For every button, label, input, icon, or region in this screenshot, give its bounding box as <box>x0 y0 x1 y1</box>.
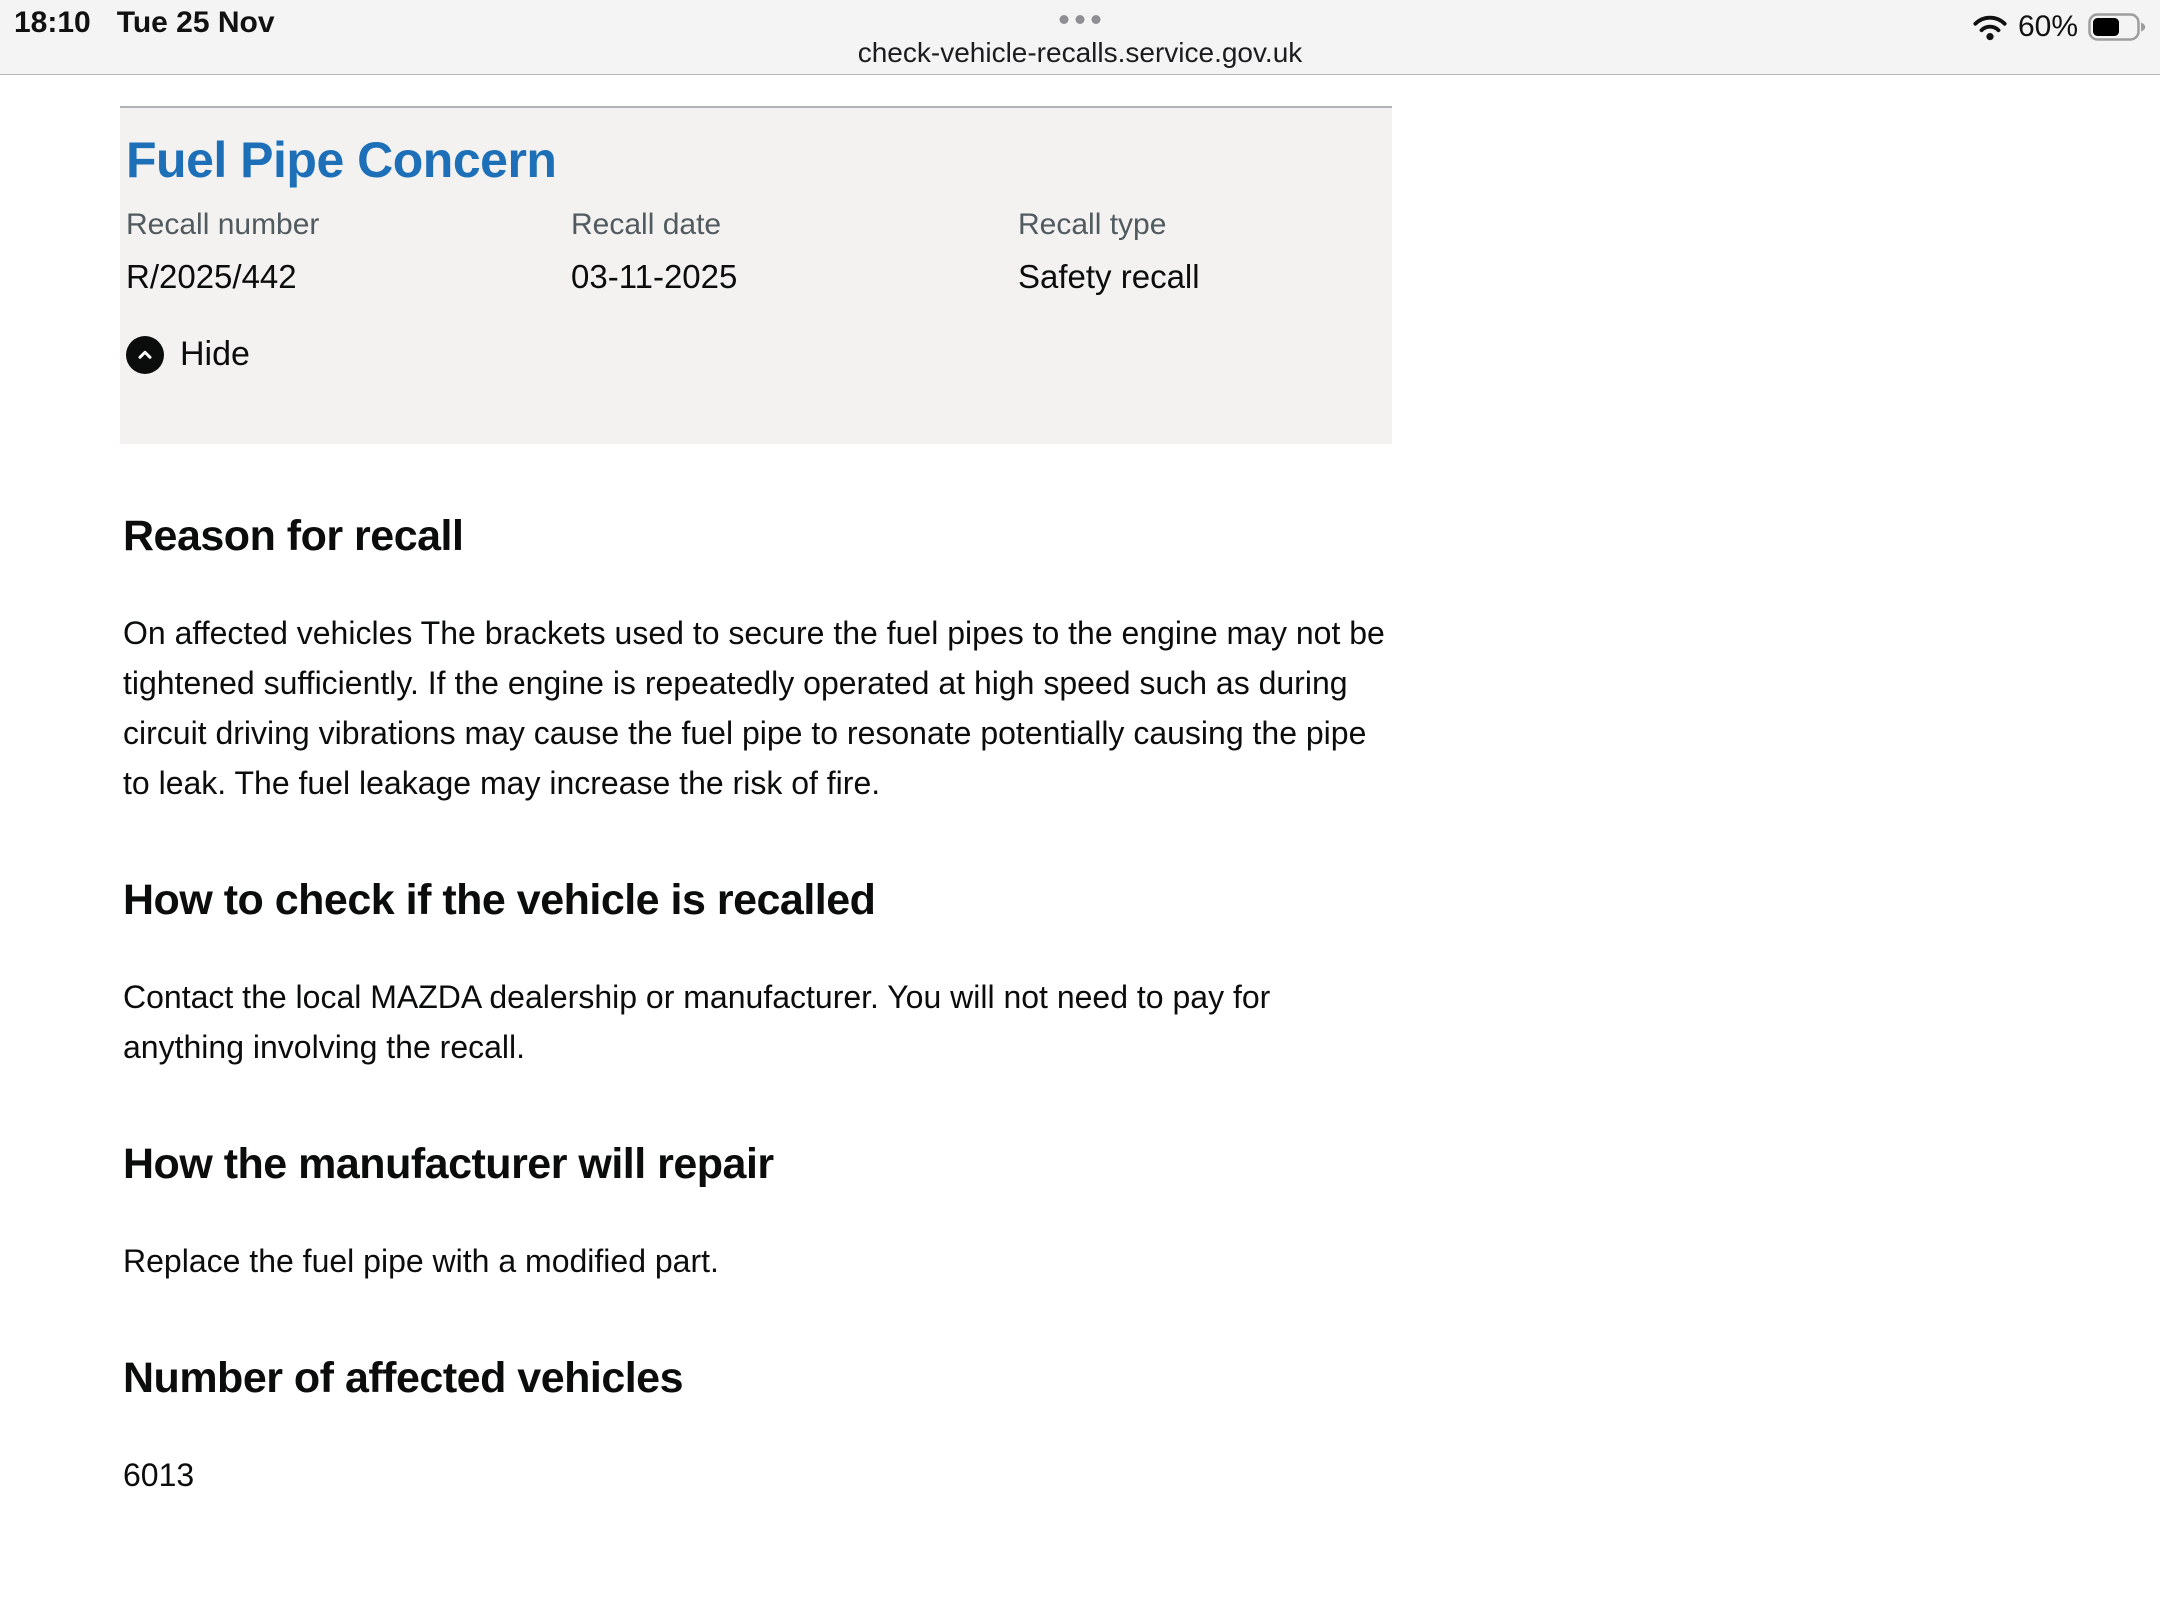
recall-date-label: Recall date <box>571 208 722 241</box>
battery-percent: 60% <box>2017 10 2078 43</box>
clock: 18:10 <box>14 6 91 39</box>
recall-number-value: R/2025/442 <box>126 258 297 295</box>
recall-type-label: Recall type <box>1018 208 1167 241</box>
recall-type-field <box>1018 207 1200 297</box>
status-right <box>1972 10 2146 44</box>
section-affected-vehicles <box>120 1352 1392 1500</box>
section-how-repair <box>120 1138 1392 1286</box>
hide-button-label: Hide <box>180 335 250 373</box>
hide-button[interactable] <box>126 335 250 374</box>
section-heading: Reason for recall <box>123 512 464 560</box>
page-content <box>120 75 1392 1500</box>
section-body: Replace the fuel pipe with a modified part. <box>123 1243 719 1279</box>
battery-icon <box>2088 13 2146 41</box>
recall-fields <box>126 207 1392 297</box>
section-heading: Number of affected vehicles <box>123 1354 684 1402</box>
recall-date-value: 03-11-2025 <box>571 258 738 295</box>
wifi-icon <box>1972 14 2008 41</box>
address-bar[interactable]: check-vehicle-recalls.service.gov.uk <box>857 37 1303 68</box>
section-reason-for-recall <box>120 510 1392 808</box>
chevron-up-icon <box>126 336 164 374</box>
recall-number-label: Recall number <box>126 208 320 241</box>
recall-date-field <box>571 207 1018 297</box>
section-body: Contact the local MAZDA dealership or manufacturer. You will not need to pay for anything involving the recall. <box>123 979 1271 1065</box>
section-body: On affected vehicles The brackets used to secure the fuel pipes to the engine may not be tightened sufficiently. If the engine is repeatedly operated at high speed such as during circuit driving vibrations may cause the fuel pipe to resonate potentially causing the pipe to leak. The fuel leakage may increase the risk of fire. <box>123 615 1385 801</box>
ellipsis-icon[interactable] <box>1058 13 1103 26</box>
section-how-to-check <box>120 874 1392 1072</box>
date: Tue 25 Nov <box>116 6 275 39</box>
section-heading: How the manufacturer will repair <box>123 1140 774 1188</box>
section-body: 6013 <box>123 1457 195 1493</box>
recall-summary-card <box>120 106 1392 444</box>
recall-number-field <box>126 207 571 297</box>
section-heading: How to check if the vehicle is recalled <box>123 876 876 924</box>
recall-title-link[interactable]: Fuel Pipe Concern <box>126 132 557 188</box>
recall-type-value: Safety recall <box>1018 258 1200 295</box>
status-left <box>14 6 275 40</box>
status-bar <box>0 0 2160 75</box>
